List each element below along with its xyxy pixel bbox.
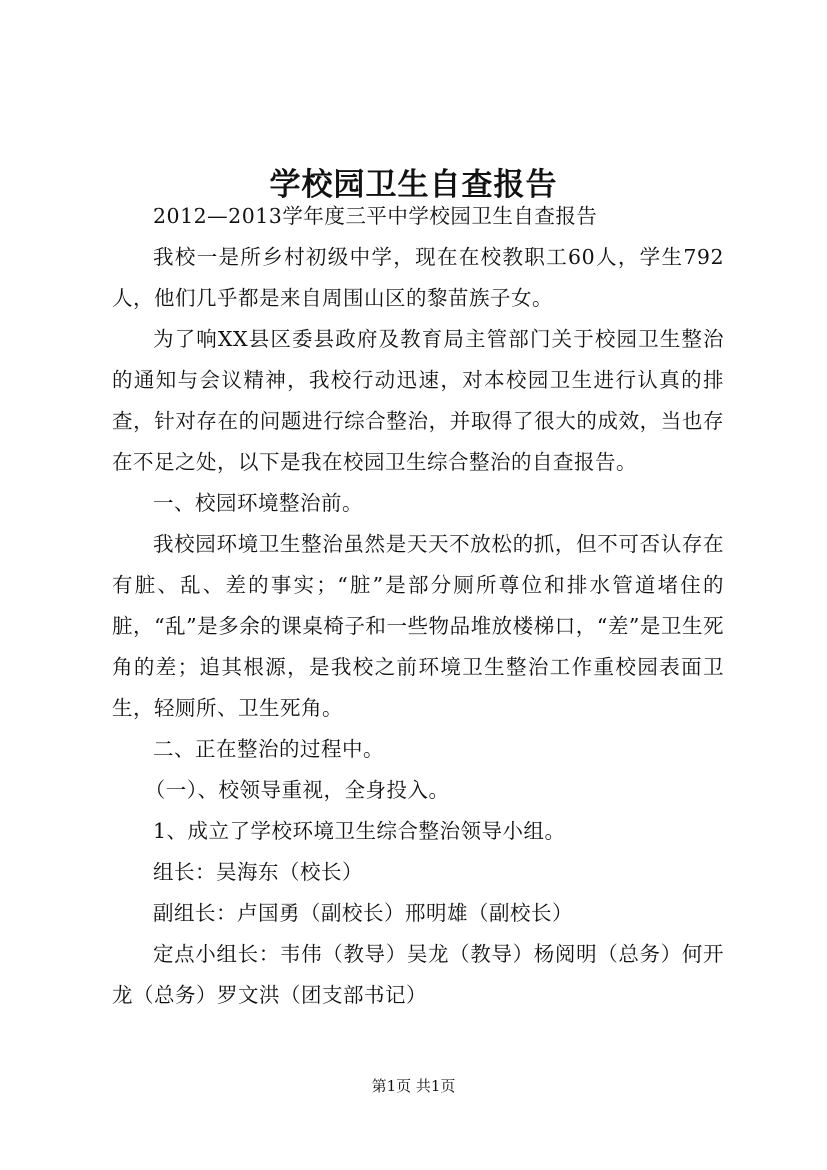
purpose-paragraph: 为了响XX县区委县政府及教育局主管部门关于校园卫生整治的通知与会议精神，我校行动迅速，对本校园卫生进行认真的排查，针对存在的问题进行综合整治，并取得了很大的成效，当也存在不足之处，以下是我在校园卫生综合整治的自查报告。: [112, 327, 724, 474]
item-leadership-group: 1、成立了学校环境卫生综合整治领导小组。: [153, 819, 566, 843]
school-intro-paragraph: 我校一是所乡村初级中学，现在在校教职工60人，学生792人，他们几乎都是来自周围山区的黎苗族子女。: [112, 245, 724, 310]
subsection-heading-leadership: （一）、校领导重视，全身投入。: [144, 778, 450, 802]
section-heading-during: 二、正在整治的过程中。: [153, 737, 384, 761]
group-leader-line: 组长：吴海东（校长）: [153, 860, 363, 884]
report-subtitle-paragraph: 2012—2013学年度三平中学校园卫生自查报告: [153, 204, 598, 228]
site-leaders-line: 定点小组长：韦伟（教导）吴龙（教导）杨阅明（总务）何开龙（总务）罗文洪（团支部书记）: [112, 942, 724, 1007]
document-title: 学校园卫生自查报告: [269, 166, 558, 203]
page-number-footer: 第1页 共1页: [371, 1077, 456, 1095]
document-body: [112, 196, 724, 1016]
deputy-leader-line: 副组长：卢国勇（副校长）邢明雄（副校长）: [153, 901, 573, 925]
section-heading-before: 一、校园环境整治前。: [153, 491, 363, 515]
before-description-paragraph: 我校园环境卫生整治虽然是天天不放松的抓，但不可否认存在有脏、乱、差的事实；“脏”是部分厕所尊位和排水管道堵住的脏，“乱”是多余的课桌椅子和一些物品堆放楼梯口，“差”是卫生死角的差；追其根源，是我校之前环境卫生整治工作重校园表面卫生，轻厕所、卫生死角。: [112, 532, 724, 720]
